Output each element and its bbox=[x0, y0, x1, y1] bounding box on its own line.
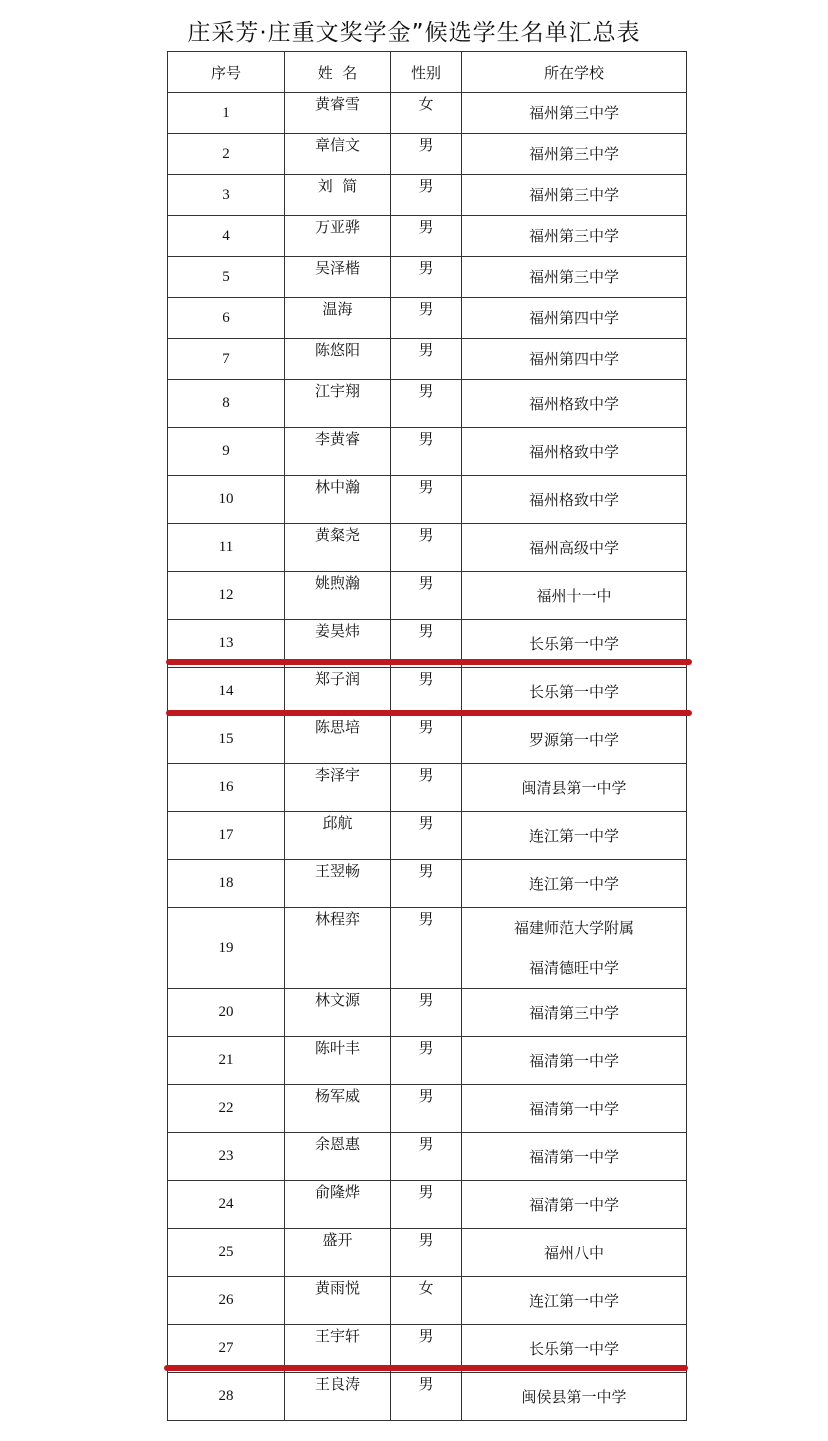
table-row bbox=[168, 175, 687, 216]
student-name-cell: 李泽宇 bbox=[285, 764, 391, 812]
table-header-row bbox=[168, 52, 687, 93]
school-cell bbox=[462, 764, 687, 812]
student-name-cell: 姜昊炜 bbox=[285, 620, 391, 668]
student-name-cell: 黄雨悦 bbox=[285, 1277, 391, 1325]
school-cell bbox=[462, 1133, 687, 1181]
serial-number-cell: 19 bbox=[168, 908, 285, 989]
table-row bbox=[168, 380, 687, 428]
student-name-cell: 姚煦瀚 bbox=[285, 572, 391, 620]
school-cell bbox=[462, 380, 687, 428]
student-name-cell: 吴泽楷 bbox=[285, 257, 391, 298]
serial-number-cell: 1 bbox=[168, 93, 285, 134]
serial-number-cell: 6 bbox=[168, 298, 285, 339]
serial-number-cell: 9 bbox=[168, 428, 285, 476]
serial-number-cell: 10 bbox=[168, 476, 285, 524]
school-name-line: 长乐第一中学 bbox=[528, 1339, 619, 1358]
school-name-line: 福州格致中学 bbox=[528, 490, 619, 509]
header-name: 姓 名 bbox=[285, 52, 391, 93]
student-name-cell: 林文源 bbox=[285, 989, 391, 1037]
table-row bbox=[168, 93, 687, 134]
school-name-line: 福州高级中学 bbox=[528, 538, 619, 557]
school-cell bbox=[462, 298, 687, 339]
serial-number-cell: 22 bbox=[168, 1085, 285, 1133]
red-underline-annotation bbox=[166, 710, 692, 716]
school-name-line: 福州第四中学 bbox=[528, 350, 619, 368]
school-cell bbox=[462, 1277, 687, 1325]
table-row bbox=[168, 1277, 687, 1325]
gender-cell: 男 bbox=[391, 1325, 462, 1373]
gender-cell: 男 bbox=[391, 620, 462, 668]
school-name-line: 连江第一中学 bbox=[528, 874, 619, 893]
serial-number-cell: 26 bbox=[168, 1277, 285, 1325]
serial-number-cell: 15 bbox=[168, 716, 285, 764]
table-row bbox=[168, 1373, 687, 1421]
gender-cell: 男 bbox=[391, 428, 462, 476]
school-name-line: 福州第三中学 bbox=[528, 104, 619, 122]
page-title: 庄采芳·庄重文奖学金”候选学生名单汇总表 bbox=[187, 20, 641, 46]
school-name-line: 连江第一中学 bbox=[528, 1291, 619, 1310]
gender-cell: 男 bbox=[391, 380, 462, 428]
serial-number-cell: 8 bbox=[168, 380, 285, 428]
school-name-line: 福州第三中学 bbox=[528, 186, 619, 204]
school-name-line: 罗源第一中学 bbox=[528, 730, 619, 749]
school-name-line: 福清第一中学 bbox=[528, 1147, 619, 1166]
school-name-line: 福州八中 bbox=[543, 1243, 604, 1262]
school-cell bbox=[462, 175, 687, 216]
serial-number-cell: 12 bbox=[168, 572, 285, 620]
student-name-cell: 李黄睿 bbox=[285, 428, 391, 476]
school-cell bbox=[462, 134, 687, 175]
school-name-line: 闽侯县第一中学 bbox=[521, 1387, 627, 1406]
gender-cell: 男 bbox=[391, 134, 462, 175]
student-name-cell: 陈叶丰 bbox=[285, 1037, 391, 1085]
student-name-cell: 江宇翔 bbox=[285, 380, 391, 428]
table-row bbox=[168, 257, 687, 298]
gender-cell: 男 bbox=[391, 716, 462, 764]
gender-cell: 男 bbox=[391, 812, 462, 860]
student-name-cell: 王宇轩 bbox=[285, 1325, 391, 1373]
school-cell bbox=[462, 428, 687, 476]
gender-cell: 男 bbox=[391, 524, 462, 572]
table-row bbox=[168, 1037, 687, 1085]
serial-number-cell: 14 bbox=[168, 668, 285, 716]
table-row bbox=[168, 524, 687, 572]
serial-number-cell: 28 bbox=[168, 1373, 285, 1421]
header-school: 所在学校 bbox=[462, 52, 687, 93]
school-name-line: 长乐第一中学 bbox=[528, 634, 619, 653]
school-name-line: 福清德旺中学 bbox=[528, 959, 619, 977]
school-cell bbox=[462, 716, 687, 764]
school-cell bbox=[462, 1085, 687, 1133]
school-name-line: 福州第三中学 bbox=[528, 145, 619, 163]
gender-cell: 女 bbox=[391, 1277, 462, 1325]
serial-number-cell: 4 bbox=[168, 216, 285, 257]
student-name-cell: 杨军威 bbox=[285, 1085, 391, 1133]
school-name-line: 福清第三中学 bbox=[528, 1003, 619, 1022]
table-row bbox=[168, 339, 687, 380]
student-name-cell: 王良涛 bbox=[285, 1373, 391, 1421]
serial-number-cell: 7 bbox=[168, 339, 285, 380]
gender-cell: 男 bbox=[391, 989, 462, 1037]
serial-number-cell: 23 bbox=[168, 1133, 285, 1181]
serial-number-cell: 2 bbox=[168, 134, 285, 175]
serial-number-cell: 5 bbox=[168, 257, 285, 298]
gender-cell: 男 bbox=[391, 298, 462, 339]
gender-cell: 男 bbox=[391, 1181, 462, 1229]
school-cell bbox=[462, 1229, 687, 1277]
school-name-line: 福州第三中学 bbox=[528, 227, 619, 245]
gender-cell: 男 bbox=[391, 1229, 462, 1277]
school-cell bbox=[462, 339, 687, 380]
gender-cell: 女 bbox=[391, 93, 462, 134]
school-cell bbox=[462, 668, 687, 716]
gender-cell: 男 bbox=[391, 1373, 462, 1421]
serial-number-cell: 3 bbox=[168, 175, 285, 216]
student-name-cell: 万亚骅 bbox=[285, 216, 391, 257]
gender-cell: 男 bbox=[391, 572, 462, 620]
school-cell bbox=[462, 1181, 687, 1229]
gender-cell: 男 bbox=[391, 476, 462, 524]
school-name-line: 长乐第一中学 bbox=[528, 682, 619, 701]
gender-cell: 男 bbox=[391, 175, 462, 216]
school-cell bbox=[462, 812, 687, 860]
school-cell bbox=[462, 908, 687, 989]
school-cell bbox=[462, 216, 687, 257]
serial-number-cell: 16 bbox=[168, 764, 285, 812]
school-cell bbox=[462, 1373, 687, 1421]
school-name-line: 福州第四中学 bbox=[528, 309, 619, 327]
serial-number-cell: 25 bbox=[168, 1229, 285, 1277]
student-name-cell: 章信文 bbox=[285, 134, 391, 175]
school-cell bbox=[462, 989, 687, 1037]
school-name-line: 福清第一中学 bbox=[528, 1195, 619, 1214]
table-row bbox=[168, 812, 687, 860]
table-row bbox=[168, 716, 687, 764]
table-row bbox=[168, 1085, 687, 1133]
table-row bbox=[168, 860, 687, 908]
table-row bbox=[168, 134, 687, 175]
student-name-cell: 陈思培 bbox=[285, 716, 391, 764]
table-row bbox=[168, 572, 687, 620]
gender-cell: 男 bbox=[391, 339, 462, 380]
student-name-cell: 盛开 bbox=[285, 1229, 391, 1277]
table-row bbox=[168, 989, 687, 1037]
gender-cell: 男 bbox=[391, 1133, 462, 1181]
serial-number-cell: 11 bbox=[168, 524, 285, 572]
table-row bbox=[168, 216, 687, 257]
table-row bbox=[168, 1229, 687, 1277]
student-name-cell: 郑子润 bbox=[285, 668, 391, 716]
school-name-line: 福建师范大学附属 bbox=[513, 919, 634, 937]
student-name-cell: 余恩惠 bbox=[285, 1133, 391, 1181]
gender-cell: 男 bbox=[391, 764, 462, 812]
school-name-line: 福州格致中学 bbox=[528, 394, 619, 413]
school-cell bbox=[462, 257, 687, 298]
school-cell bbox=[462, 1037, 687, 1085]
gender-cell: 男 bbox=[391, 1085, 462, 1133]
student-name-cell: 林中瀚 bbox=[285, 476, 391, 524]
table-row bbox=[168, 764, 687, 812]
header-gender: 性别 bbox=[391, 52, 462, 93]
table-row bbox=[168, 908, 687, 989]
candidate-table bbox=[167, 51, 687, 1421]
student-name-cell: 陈悠阳 bbox=[285, 339, 391, 380]
serial-number-cell: 18 bbox=[168, 860, 285, 908]
school-cell bbox=[462, 524, 687, 572]
school-name-line: 闽清县第一中学 bbox=[521, 778, 627, 797]
gender-cell: 男 bbox=[391, 216, 462, 257]
school-cell bbox=[462, 476, 687, 524]
serial-number-cell: 27 bbox=[168, 1325, 285, 1373]
red-underline-annotation bbox=[164, 1365, 688, 1371]
student-name-cell: 王翌畅 bbox=[285, 860, 391, 908]
table-row bbox=[168, 428, 687, 476]
school-name-line: 福清第一中学 bbox=[528, 1099, 619, 1118]
gender-cell: 男 bbox=[391, 1037, 462, 1085]
school-cell bbox=[462, 860, 687, 908]
school-name-line: 福州第三中学 bbox=[528, 268, 619, 286]
school-name-line: 福州格致中学 bbox=[528, 442, 619, 461]
gender-cell: 男 bbox=[391, 908, 462, 989]
gender-cell: 男 bbox=[391, 860, 462, 908]
serial-number-cell: 20 bbox=[168, 989, 285, 1037]
serial-number-cell: 24 bbox=[168, 1181, 285, 1229]
school-name-line: 福清第一中学 bbox=[528, 1051, 619, 1070]
school-name-line: 连江第一中学 bbox=[528, 826, 619, 845]
gender-cell: 男 bbox=[391, 668, 462, 716]
table-row bbox=[168, 298, 687, 339]
table-row bbox=[168, 1181, 687, 1229]
student-name-cell: 邱航 bbox=[285, 812, 391, 860]
student-name-cell: 黄睿雪 bbox=[285, 93, 391, 134]
table-row bbox=[168, 668, 687, 716]
student-name-cell: 刘 简 bbox=[285, 175, 391, 216]
school-cell bbox=[462, 93, 687, 134]
table-row bbox=[168, 1133, 687, 1181]
red-underline-annotation bbox=[166, 659, 692, 665]
header-serial-number: 序号 bbox=[168, 52, 285, 93]
school-cell bbox=[462, 572, 687, 620]
serial-number-cell: 13 bbox=[168, 620, 285, 668]
school-name-line: 福州十一中 bbox=[536, 586, 612, 605]
serial-number-cell: 17 bbox=[168, 812, 285, 860]
serial-number-cell: 21 bbox=[168, 1037, 285, 1085]
table-row bbox=[168, 476, 687, 524]
student-name-cell: 俞隆烨 bbox=[285, 1181, 391, 1229]
student-name-cell: 林程弈 bbox=[285, 908, 391, 989]
table-body bbox=[168, 93, 687, 1421]
student-name-cell: 温海 bbox=[285, 298, 391, 339]
student-name-cell: 黄粲尧 bbox=[285, 524, 391, 572]
gender-cell: 男 bbox=[391, 257, 462, 298]
